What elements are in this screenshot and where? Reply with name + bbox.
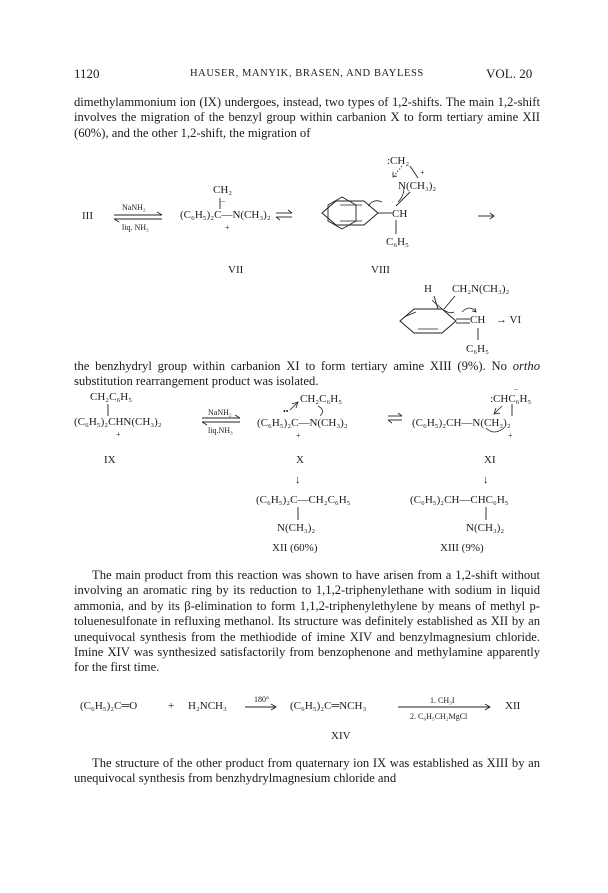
vii-formula: (C₆H₅)₂C—N(CH₃)₂ xyxy=(180,209,271,221)
x-dots: •• xyxy=(283,407,289,416)
label-vii: VII xyxy=(228,264,244,276)
vii-plus: + xyxy=(225,223,230,232)
arrow-to-vi: → VI xyxy=(496,314,522,326)
ix-plus: + xyxy=(116,430,121,439)
condition-180: 180° xyxy=(254,695,270,704)
paragraph-1-text: dimethylammonium ion (IX) undergoes, instead, two types of 1,2-shifts. The main 1,2-shift involves the migration of the benzyl group within carbanion X to form tertiary amine XII (60%), and the other 1,2-shift, the migration of xyxy=(74,95,540,140)
xiii-formula: (C₆H₅)₂CH—CHC₆H₅ xyxy=(410,494,509,506)
viii-ch2: :CH₂ xyxy=(387,155,410,167)
condition-ch3i: 1. CH₃I xyxy=(430,696,455,705)
xi-top: :CHC₆H₅ xyxy=(490,393,532,405)
paragraph-2 xyxy=(74,359,540,390)
vii-ch2: CH₂ xyxy=(213,184,233,196)
scheme2-reagent-bottom: liq.NH₃ xyxy=(208,426,233,435)
viii-n: N(CH₃)₂ xyxy=(398,180,437,192)
volume-label: VOL. 20 xyxy=(486,66,533,81)
label-xi: XI xyxy=(484,454,496,466)
c6h5-b: C₆H₅ xyxy=(466,343,489,355)
paragraph-3-text: The main product from this reaction was shown to have arisen from a 1,2-shift without involving an aromatic ring by its reduction to 1,1,2-triphenylethane with sodium in liquid ammonia, and by its β-elimination to form 1,1,2-triphenylethylene by means of methyl p-toluenesulfonate in refluxing methanol. Its structure was definitely established as XII by an unequivocal synthesis from the methiodide of imine XIV and benzylmagnesium chloride. Imine XIV was synthesized satisfactorily from benzophenone and methylamine apparently for the first time. xyxy=(74,568,540,675)
paragraph-4-text: The structure of the other product from quaternary ion IX was established as XIII by an unequivocal synthesis from benzhydrylmagnesium chloride and xyxy=(74,756,540,786)
paragraph-2-text-b: substitution rearrangement product was isolated. xyxy=(74,374,319,389)
x-plus: + xyxy=(296,431,301,440)
xi-formula: (C₆H₅)₂CH—N(CH₃)₂ xyxy=(412,417,511,429)
ch2n-group: CH₂N(CH₃)₂ xyxy=(452,283,510,295)
imine-xiv: (C₆H₅)₂C═NCH₃ xyxy=(290,700,367,712)
paragraph-2-text-a: the benzhydryl group within carbanion XI to form tertiary amine XIII (9%). No xyxy=(74,359,513,373)
arrow-x-to-xii: ↓ xyxy=(295,474,301,486)
ix-top: CH₂C₆H₅ xyxy=(90,391,133,403)
xiii-n: N(CH₃)₂ xyxy=(466,522,505,534)
benzophenone: (C₆H₅)₂C═O xyxy=(80,700,138,712)
h-atom: H xyxy=(424,283,432,295)
paragraph-4 xyxy=(74,756,540,787)
viii-c6h5: C₆H₅ xyxy=(386,236,409,248)
label-xii: XII (60%) xyxy=(272,542,318,554)
vii-minus: − xyxy=(221,197,226,206)
label-xiii: XIII (9%) xyxy=(440,542,484,554)
scheme3-plus: + xyxy=(168,700,175,712)
xi-minus: − xyxy=(514,385,519,394)
label-viii: VIII xyxy=(371,264,390,276)
running-head-authors: HAUSER, MANYIK, BRASEN, AND BAYLESS xyxy=(190,68,424,79)
label-x: X xyxy=(296,454,304,466)
x-formula: (C₆H₅)₂C—N(CH₃)₂ xyxy=(257,417,348,429)
xi-plus: + xyxy=(508,431,513,440)
methylamine: H₂NCH₃ xyxy=(188,700,227,712)
condition-grignard: 2. C₆H₅CH₂MgCl xyxy=(410,712,468,721)
label-ix: IX xyxy=(104,454,116,466)
viii-ch: CH xyxy=(392,208,408,220)
arrow-xi-to-xiii: ↓ xyxy=(483,474,489,486)
ch-exocyclic: CH xyxy=(470,314,486,326)
xii-formula: (C₆H₅)₂C—CH₂C₆H₅ xyxy=(256,494,351,506)
reactant-iii: III xyxy=(82,210,93,222)
final-xii: XII xyxy=(505,700,521,712)
xii-n: N(CH₃)₂ xyxy=(277,522,316,534)
ix-formula: (C₆H₅)₂CHN(CH₃)₂ xyxy=(74,416,162,428)
paragraph-3 xyxy=(74,568,540,676)
reagent-liq-nh3: liq. NH₃ xyxy=(122,223,149,232)
label-xiv: XIV xyxy=(331,730,351,742)
page-number: 1120 xyxy=(74,66,100,81)
viii-plus: + xyxy=(420,168,425,177)
reagent-nanh2: NaNH₂ xyxy=(122,203,146,212)
scheme2-reagent-top: NaNH₂ xyxy=(208,408,232,417)
x-top: CH₂C₆H₅ xyxy=(300,393,343,405)
paragraph-2-italic: ortho xyxy=(512,359,540,373)
